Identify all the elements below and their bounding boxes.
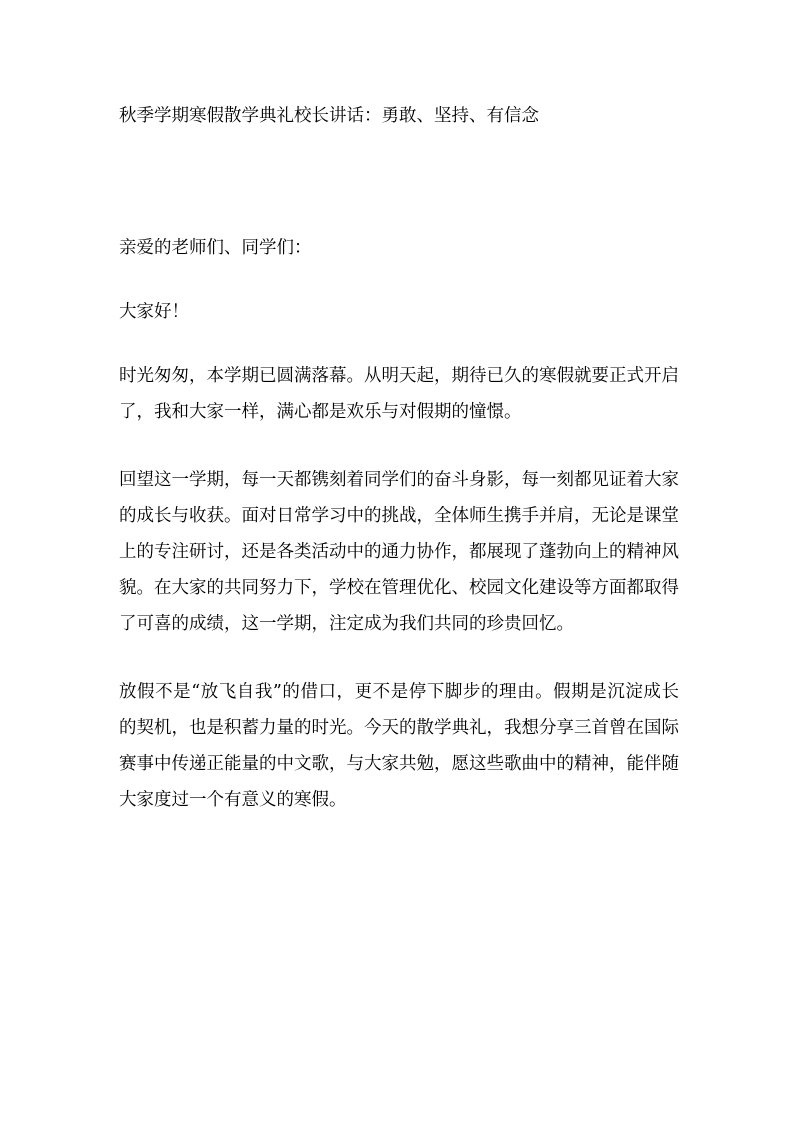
document-body xyxy=(119,98,679,818)
paragraph-3: 放假不是“放飞自我”的借口，更不是停下脚步的理由。假期是沉淀成长的契机，也是积蓄力量的时光。今天的散学典礼，我想分享三首曾在国际赛事中传递正能量的中文歌，与大家共勉，愿这些歌曲中的精神，能伴随大家度过一个有意义的寒假。 xyxy=(119,682,679,810)
paragraph-2: 回望这一学期，每一天都镌刻着同学们的奋斗身影，每一刻都见证着大家的成长与收获。面对日常学习中的挑战，全体师生携手并肩，无论是课堂上的专注研讨，还是各类活动中的通力协作，都展现了蓬勃向上的精神风貌。在大家的共同努力下，学校在管理优化、校园文化建设等方面都取得了可喜的成绩，这一学期，注定成为我们共同的珍贵回忆。 xyxy=(119,470,679,634)
greeting: 大家好！ xyxy=(119,302,189,322)
paragraph-1: 时光匆匆，本学期已圆满落幕。从明天起，期待已久的寒假就要正式开启了，我和大家一样，满心都是欢乐与对假期的憧憬。 xyxy=(119,366,679,422)
salutation: 亲爱的老师们、同学们： xyxy=(119,238,312,258)
document-title: 秋季学期寒假散学典礼校长讲话：勇敢、坚持、有信念 xyxy=(119,106,539,126)
